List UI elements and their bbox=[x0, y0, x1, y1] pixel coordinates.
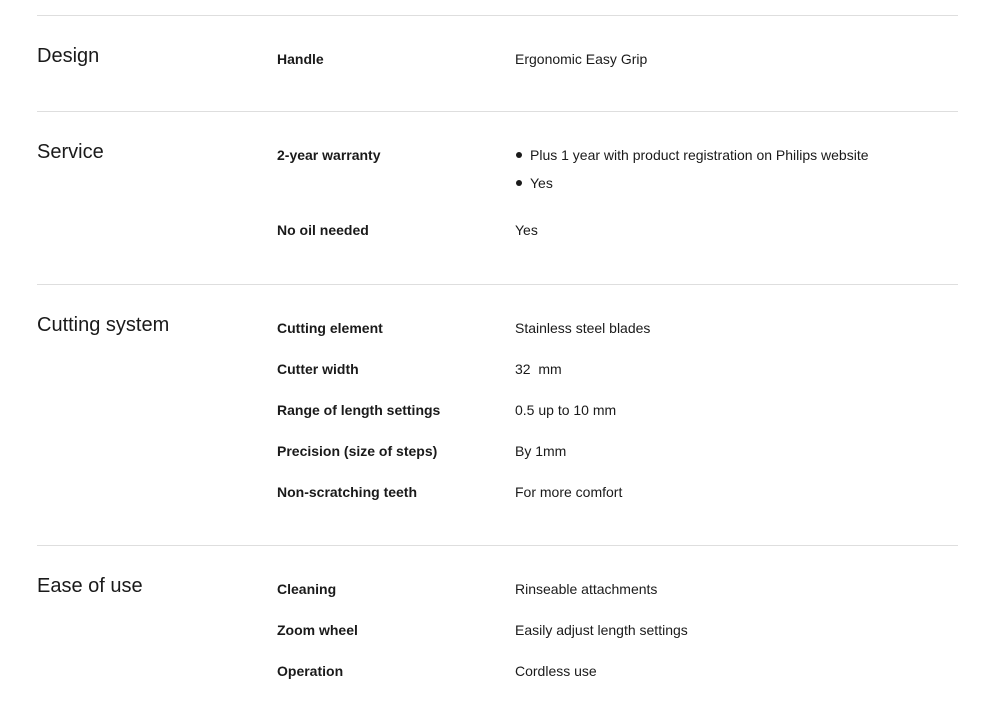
spec-row-zoom-wheel bbox=[277, 613, 958, 640]
spec-row-cutting-element bbox=[277, 311, 958, 338]
spec-label: 2-year warranty bbox=[277, 147, 381, 163]
spec-row-cutter-width bbox=[277, 352, 958, 379]
spec-label: Zoom wheel bbox=[277, 622, 358, 638]
spec-row-no-oil bbox=[277, 213, 958, 240]
spec-label: Handle bbox=[277, 51, 324, 67]
spec-label: Non-scratching teeth bbox=[277, 484, 418, 500]
spec-row-precision bbox=[277, 434, 958, 461]
spec-value: 0.5 up to 10 mm bbox=[515, 402, 617, 418]
spec-row-cleaning bbox=[277, 572, 958, 599]
spec-label: Cutting element bbox=[277, 320, 383, 336]
spec-rows bbox=[277, 138, 958, 240]
spec-label: Operation bbox=[277, 663, 344, 679]
spec-rows bbox=[277, 572, 958, 681]
bullet-item: Yes bbox=[515, 173, 958, 193]
spec-section-ease-of-use bbox=[37, 545, 958, 712]
bullet-list bbox=[515, 145, 958, 193]
spec-row-warranty bbox=[277, 138, 958, 201]
section-title: Cutting system bbox=[37, 314, 170, 336]
spec-row-handle bbox=[277, 42, 958, 69]
spec-value: For more comfort bbox=[515, 484, 623, 500]
spec-label: Range of length settings bbox=[277, 402, 441, 418]
specifications-list bbox=[37, 15, 958, 712]
bullet-item: Plus 1 year with product registration on Philips website bbox=[515, 145, 958, 165]
spec-value: By 1mm bbox=[515, 443, 567, 459]
spec-label: Cleaning bbox=[277, 581, 337, 597]
spec-row-non-scratching-teeth bbox=[277, 475, 958, 502]
spec-row-operation bbox=[277, 654, 958, 681]
spec-value: Rinseable attachments bbox=[515, 581, 658, 597]
section-title: Service bbox=[37, 141, 104, 163]
section-title: Ease of use bbox=[37, 575, 143, 597]
spec-value: Cordless use bbox=[515, 663, 597, 679]
spec-value: Stainless steel blades bbox=[515, 320, 651, 336]
spec-label: Cutter width bbox=[277, 361, 359, 377]
spec-value: Ergonomic Easy Grip bbox=[515, 51, 648, 67]
spec-value: Easily adjust length settings bbox=[515, 622, 688, 638]
spec-row-length-settings bbox=[277, 393, 958, 420]
spec-section-cutting-system bbox=[37, 284, 958, 545]
spec-value: 32 mm bbox=[515, 361, 562, 377]
spec-section-service bbox=[37, 111, 958, 284]
spec-rows bbox=[277, 42, 958, 69]
spec-section-design bbox=[37, 15, 958, 111]
spec-label: No oil needed bbox=[277, 222, 369, 238]
spec-rows bbox=[277, 311, 958, 502]
spec-label: Precision (size of steps) bbox=[277, 443, 438, 459]
spec-value: Yes bbox=[515, 222, 538, 238]
spec-value bbox=[515, 138, 958, 201]
section-title: Design bbox=[37, 45, 100, 67]
